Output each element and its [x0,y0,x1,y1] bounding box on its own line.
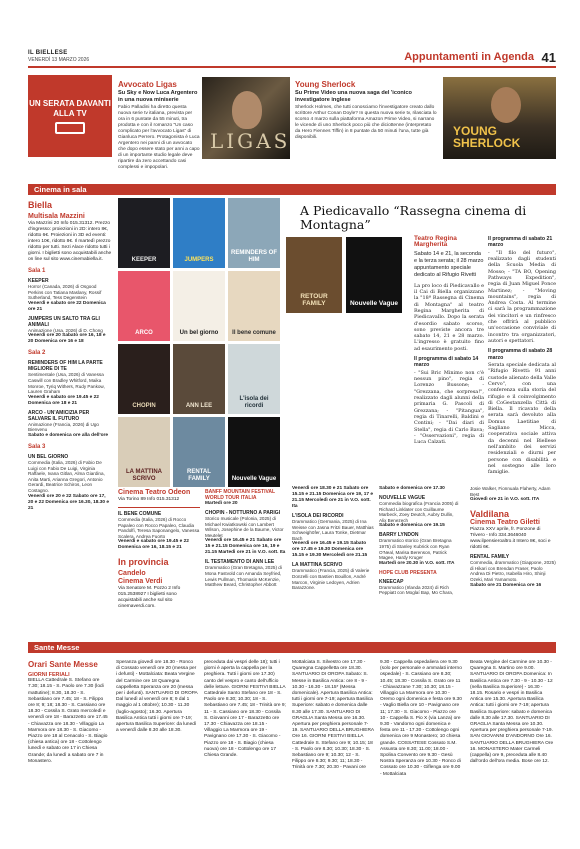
movie-title: KNEECAP [379,578,404,585]
messe-section-band: Sante Messe [28,642,556,653]
movie-poster [173,344,225,414]
article-headline: A Piedicavallo “Rassegna cinema di Montagna” [300,203,527,232]
movie-desc: Commedia (Italia, 2026) di Rocco Papaleo con Rocco Papaleo, Claudia Pandolfi, Teresa Saponangelo, Vanessa Scalera, Andrea Fuorto [118,517,200,539]
mass-column-2 [116,660,198,734]
mass-text: Beata Vergine del Carmine ore 10.30 - Quaregna S. Martino ore 9.00. SANTUARIO DI OROPA Domenica: In Basilica Antica ore 7.30 - 9 - 10.30 - 12 (nella Basilica Superiore) - 16.30 - 18.15. Rosario e vespri in Basilica Antica ore 15.30. Apertura Basilica Antica: tutti i giorni ore 7-19; apertura Basilica Superiore: sabato e domenica dalle 8.30 alle 17.30. SANTUARIO DI GRAGLIA Santa Messa ore 10.30. Apertura per preghiera personale 7-19. SAN GIOVANNI D'ANDORNO Ore 16. SANTUARIO DELLA BRUGHIERA Ore 16. MONASTERO Mater Carmeli (cappella) ore 9, preceduta alle 8.40 dall'ordo dell'ora media. Bose ore 12. [470,660,554,765]
mass-column-6 [470,660,556,765]
feature-avvocato [118,80,200,171]
movie-desc: Horror (Canada, 2026) di Osgood Perkins con Tatiana Maslany, Rossif Sutherland, Tess Degenstein [28,284,102,301]
presenter-label: HOPE CLUB PRESENTA [379,569,437,576]
poster-title: Un bel giorno [179,329,219,336]
feature-body: Fabio Palladini ha diretto questa nuova serie tv italiana, prevista per ora in 6 puntate da 55 minuti, tra prodotta e con il romanzo "Un caso complicato per l'avvocato Ligas" di Gianluca Perrero. Protagonista è Luca Argentero nei panni di un avvocato che dopo essere stato per anni a capo di un importante studio legale deve ripartire da zero accettando casi complessi e impopolari. [118,105,200,170]
movie-title: ARCO - UN'AMICIZIA PER SALVARE IL FUTURO [28,409,90,422]
movie-entry [28,316,112,346]
movie-times: Sabato e domenica ore 17.30 [379,486,445,491]
movie-desc: Drammatico (Irlanda 2024) di Rich Peppiatt con Moglaí Bap, Mo Chara, [379,584,454,596]
venue-name: Multisala Mazzini [28,213,85,220]
movie-desc: Animazione (Francia, 2026) di Ugo Bienvenu [28,421,99,433]
poster-title: RETOUR FAMILY [300,293,328,307]
mass-column-4 [292,660,374,772]
tv-icon [55,122,85,134]
movie-poster [173,198,225,268]
movie-desc: Drammatico storico (Gran Bretagna 1975) di Stanley Kubrick con Ryan O'Neal, Marisa Berenson, Patrick Magee, Hardy Kruger [379,538,452,561]
movie-entry [379,532,461,566]
venue-name: Cinema Teatro Odeon [118,489,191,496]
movie-title: BANFF MOUNTAIN FESTIVAL WORLD TOUR ITALIA [205,489,275,501]
venue-address: Via Senatore M. Pozzo 2 Info 015.2538927 I biglietti sono acquistabili anche sul sito cinemaverdi.com. [118,586,181,610]
program-heading: Il programma di sabato 28 marzo [488,348,553,361]
movie-times: Sabato e domenica ore 19.15 [379,523,445,529]
mass-text: Speranza giovedì ore 18.30 - Ronco di Cossato venerdì ore 20 (messa per i defunti) - Mottalciata: Beata Vergine del Carmine ore 18 Quaregna cappelletta Speranza ore 20 (messa per i defunti). SANTUARIO DI OROPA Dal lunedì al venerdì ore 8; 9 dal 1 maggio al 1 ottobre); 10.30 - 11.30 (luglio-agosto); 16.30. Apertura Basilica Antica tutti i giorni ore 7-19; apertura Basilica Superiore: da lunedì a venerdì dalle 8.30 alle 18.30. [116,660,198,734]
tv-banner-text: UN SERATA DAVANTI ALLA TV [29,99,111,118]
poster-title: Nouvelle Vague [349,300,399,307]
movie-times: Venerdì e sabato ore 22 Domenica ore 21 [28,300,106,312]
feature-title: Avvocato Ligas [118,80,177,89]
movie-times: Sabato e domenica ore alla dell'ore [28,432,109,438]
section-title: Appuntamenti in Agenda [404,51,534,63]
venue-address: Via Mazzini 20 Info 015.31312. Prezzo d'ingresso: proiezioni in 2D: intero 8€, ridotto 6€. Proiezioni in 3D ed eventi: intero 10€, ridotto 8€. Il martedì prezzo ridotto per tutti. Sezi Alace ridotto tutti i giorni. I biglietti sono acquistabili anche on line sul sito www.cinemabiella.it. [28,221,112,262]
town-name: Valdilana [470,509,510,520]
movie-desc: Storico musicale (Polonia, 2025) di Michael Kwiatkowski con Lambert Wilson, Josephine de la Baume, Victor Meutelet [205,516,284,538]
movie-entry [28,278,112,313]
movie-desc: Commedia biografica (Francia 2005) di Richard Linklater con Guillaume Marbeck, Zoey Deutch, Aubry Dullin, Alix Benezech [379,501,459,523]
movie-entry [28,454,112,512]
sherlock-logo: YOUNG SHERLOCK [453,124,521,150]
poster-title: L'isola dei ricordi [239,396,269,409]
feature-subtitle: Su Sky e Now Luca Argentero in una nuova miniserie [118,90,198,103]
movie-entry [28,360,112,406]
movie-desc: Commedia (Italia, 2026) di Fabio De Luigi con Fabio De Luigi, Virginia Raffaele, Ivana Gitlan, Alma Giardina, Anita Marti, Arianna Gregori, Antonio Gerardi, Beatrice Schiros, Leon Costagno. [28,459,105,493]
article-column-2 [488,236,556,475]
article-poster-2 [346,237,402,313]
movie-entry [292,513,374,559]
movie-title: LA MATTINA SCRIVO [292,562,343,569]
movie-title: JUMPERS UN SALTO TRA GLI ANIMALI [28,315,100,328]
poster-title: ARCO [135,329,153,336]
hall-label: Sala 3 [28,443,46,450]
movie-desc: Josie Walker, Fionnuala Flaherty, Adam Best [470,486,551,497]
movie-poster [118,344,170,414]
movie-entry [205,510,287,556]
movie-times: Giovedì ore 21 in V.O. sott. ITA [470,497,540,503]
movie-times: Venerdì e sabato ore 19.45 e 22 Domenica ore 18 e 21 [28,394,99,406]
movie-poster [228,417,280,487]
article-poster-1 [286,237,342,313]
venue-name: Cinema Teatro Giletti [470,519,540,527]
movie-entry [470,554,556,588]
tv-banner [28,75,112,157]
ligas-logo: LIGAS [210,129,290,153]
movie-desc: Commedia, drammatico (Giappone, 2025) di Hikari con Brendan Fraser, Paolo Andrea Di Pietro, Isabella Hiro, Shinji Ozeki, Mari Yamamoto. [470,560,556,582]
mass-text: preceduta dai vespri delle 18); tutti i giorni è aperta la cappella per la preghiera. Tutti i giorni ore 17.30) canto del vespro e canto dell'ufficio delle letture. GIORNI FESTIVI BIELLA Cattedrale Santo Stefano ore 18 - S. Paolo ore 8.30; 10.30; 18 - S. Sebastiano ore 7.45; 18 - Trinità ore 9; 11 - S. Cassiano ore 18.30 - Cossila S. Giovanni ore 17 - Barazzetto ore 17.30 - Chiavazza ore 18.15 - Villaggio La Marmora ore 19 - Pavignano ore 17.30 - S. Giacomo - Piazzo ore 18 - S. Biagio (chiesa nuova) ore 18 - Cottolengo ore 17 Chiesa Grande. [204,660,286,759]
movie-poster [118,417,170,487]
movie-times: Venerdì ore 20 e 22 Sabato ore 17, 20 e 22 Domenica ore 16.30, 18.30 e 21 [28,493,110,511]
movie-title: REMINDERS OF HIM LA PARTE MIGLIORE DI TE [28,360,103,373]
movie-poster [228,344,280,414]
feature-body: Sherlock Holmes, che tutti conosciamo l'investigatore creato dallo scrittore Arthur Conan Doyle? In questa nuova serie tv, rilasciata lo scorso 4 marzo sulla piattaforma Amazon Prime Video, si narrano le vicende di uno Sherlock poco più che diciottenne (interpretato da Hero Fiennes Tiffin) in 8 puntate da 50 minuti l'una, tutte già disponibili. [295,105,437,140]
mass-subheading: GIORNI FERIALI [28,672,70,678]
movie-poster [228,198,280,268]
movie-entry [118,511,200,551]
movie-title: NOUVELLE VAGUE [379,495,426,501]
movie-entry [205,489,287,507]
poster-title: REMINDERS OF HIM [231,250,278,263]
cinema-column-4 [292,486,374,591]
movie-title: UN BEL GIORNO [28,453,69,460]
movie-desc: Animazione (Usa, 2026) di D. Chong [28,327,103,333]
poster-title: LA MATTINA SCRIVO [126,469,162,482]
program-body: Serata speciale dedicata al "Rifugio Rivetti: 91 anni custode alienato della Valle Cervo", con una conferenza sulla storia del rifugio e il coinvolgimento di CoGestanzella Città di Biella. Il ricavato della serata sarà devoluto alla Domus Laetitiae di Sagliano Micca, cooperativa sociale attiva da decenni nel Biellese nell'ambito dei servizi residenziali e diurni per persone con disabilità e nel sostegno alle loro famiglie. [488,362,557,476]
movie-times: Venerdì ore 16.45 e 19.15 Sabato ore 17.45 e 19.30 Domenica ore 15.15 e 19.30 Mercoledì ore 21.15 [292,541,368,559]
movie-desc: Drammatico (Germania, 2025) di Ina Weisse con Jasna Fritzi Bauer, Matthias Schweighöfer, Laura Tonke, Dietmar Bach [292,519,374,541]
hall-label: Sala 2 [28,350,46,357]
venue-address: Via Torino 89 Info 015.31312 [118,497,180,502]
page-number: 41 [541,50,556,65]
mass-column-5 [380,660,462,778]
poster-title: Nouvelle Vague [231,475,277,482]
program-body: - "Sui Bric Minimo non c'è nessun pino", regia di Lorenzo Bussone; - "Grezzana, che sorpresa!", realizzato dagli alunni della primaria G. Pascoli di Grezzana; - "Pitangua", regia di Tinarelli, Baldini e Contini; - "Dai diari di Stella", regia di Carlo Bava; - "Osservazioni", regia di Luca Calzati. [414,369,484,446]
movie-desc: Drammatico (Gran Bretagna, 2025) di Mona Fastvold con Amanda Seyfried, Lewis Pullman, Thomasin McKenzie, Matthew Beard, Christopher Abbott [205,565,282,588]
venue-address: Piazza XXV aprile, fr. Ponzone di Trivero - Info 334.3646040 www.ilpensieroaltro.it Intero 8€, soci e ridotti 6€. [470,527,551,551]
mass-title: Orari Sante Messe [28,660,98,669]
movie-title: L'ISOLA DEI RICORDI [292,513,344,519]
movie-times: Sabato ore 21 Domenica ore 16 [470,582,542,588]
article-piedicavallo [300,204,556,232]
movie-times: Venerdì ore 18.30 e 21 Sabato ore 15.15 e 21.15 Domenica ore 19, 17 e 21.15 Mercoledì ore 21 in V.O. sott. Ita [292,486,374,509]
movie-times: Venerdì e sabato ore 19.45 e 22 Domenica ore 16, 18.15 e 21 [118,539,189,551]
divider [118,507,200,508]
article-lead: Sabato 14 e 21, la seconda e la terza serata; il 28 marzo appuntamento speciale dedicato al Rifugio Rivetti [414,250,484,278]
movie-title: KEEPER [28,278,49,284]
page-header [28,50,556,68]
cinema-column-2 [118,486,200,610]
movie-poster [228,271,280,341]
movie-poster [118,198,170,268]
program-heading: Il programma di sabato 14 marzo [414,356,479,369]
cinema-column-3 [205,486,287,588]
movie-poster [118,271,170,341]
feature-subtitle: Su Prime Video una nuova saga del 'iconico investigatore inglese [295,90,412,103]
mass-text: 9.30 - Cappella ospedaliera ore 9.30 (solo per personale e ammalati interno ospedale) - S. Cassiano ore 8.30; 10.45; 18.30 - Cossila S. Grato ore 11 - Chiavazzane 7.30; 10.30; 18.15 - Villaggio La Marmora ore 10.30 - Oremo ogni domenica e festa ore 9.30 - Vaglio Biella ore 10 - Pavignano ore 11; 17.30 - S. Giacomo - Piazzo ore 10 - Cappella S. Pio X (via Lanza) ore 9.30 - Vandorno ogni domenica e festa ore 11 - 17.30 - Cottolengo ogni domenica ore 9 Monastero; 10 chiesa grande. COSSATESE Cossato S.M. Assunta ore 8.30; 11.00; 18.00 - Spolina Convento ore 9.30 - Gesù Nostra Speranza ore 10.30 - Ronco di Cossato ore 10.30 - Giflenga ore 9.00 - Mottalciata [380,660,462,777]
movie-title: RENTAL FAMILY [470,554,510,561]
cinema-column-6 [470,486,556,589]
actor-portrait [491,87,521,123]
movie-poster [173,417,225,487]
poster-title: RENTAL FAMILY [187,469,211,482]
actor-portrait [232,91,262,129]
mass-text: Mottalciata S. Silvestro ore 17.30 - Quaregna Cappelletta ore 18.30. SANTUARIO DI OROPA Sabato: S. Messe in Basilica Antica: ore 8 - 9 - 10.30 - 16.30 - 18.15* (Messa domenicale). Apertura Basilica Antica: tutti i giorni ore 7-19; apertura Basilica Superiore: sabato e domenica dalle 8.30 alle 17.30. SANTUARIO DI GRAGLIA Santa Messa ore 16.30. Apertura per preghiera personale 7-19. SANTUARIO DELLA BRUGHIERA Ore 16. GIORNI FESTIVI BIELLA Cattedrale S. Stefano ore 9; 10.15; 18 - S. Paolo ore 8.30; 10.30; 18.30 - S. Sebastiano ore 9; 10.30; 12 - S. Filippo ore 8.30; 9.30; 11; 18.30 - Trinità ore 7.30; 20.30 - Pavani ore [292,660,374,771]
town-name: Candelo [118,570,146,578]
mass-column-1 [28,660,110,765]
movie-entry [28,410,112,439]
movie-times: Martedì ore 20 [205,501,238,506]
movie-times: Martedì ore 20.30 in V.O. sott. ITA [379,560,455,566]
town-name: Biella [28,200,53,210]
hall-label: Sala 1 [28,268,46,274]
movie-times: Venerdì ore 16.45 e 21 Sabato ore 15 e 21.15 Domenica ore 16, 19 e 21.15 Martedì ore 21 in V.O. sott. Ita [205,538,286,556]
program-heading: Il programma di sabato 21 marzo [488,236,553,249]
poster-title: ANN LEE [185,402,213,409]
movie-desc: Sentimentale (Usa, 2026) di Vanessa Caswill con Bradley Whitford, Maika Monroe, Tyriq Withers, Rudy Pankow, Lauren Graham [28,372,105,395]
movie-entry [379,579,461,596]
poster-title: Il bene comune [232,329,276,336]
movie-times: Venerdì ore 20 Sabato ore 16, 18 e 20 Domenica ore 16 e 18 [28,333,106,345]
movie-title: IL BENE COMUNE [118,511,162,517]
sherlock-poster-image [443,77,556,159]
poster-title: CHOPIN [132,402,156,409]
movie-entry [205,559,287,587]
movie-entry [379,495,461,529]
mass-text: BIELLA Cattedrale S. Stefano ore 7.30; 18.15 - S. Paolo ore 7.30 (lodi mattutine); 8.30, 18.30 - S. Sebastiano ore 7.45; 18 - S. Filippo ore 8; 9; 18; 18.30 - S. Cassiano ore 18.30 - Cossila S. Grato mercoledì e venerdì ore 18 - Barazzetto ore 17.45 - Chiavazza ore 18.30 - Villaggio La Marmora ore 18.30 - S. Giacomo - Piazzo ore 18 al Cenacolo - S. Biagio (chiesa antica) ore 18 - Cottolengo lunedì e sabato ore 17 in Chiesa Grande; da lunedì a sabato ore 7 in Monastero. [28,678,108,764]
feature-title: Young Sherlock [295,80,356,89]
movie-title: IL TESTAMENTO DI ANN LEE [205,559,275,566]
movie-desc: Drammatico (Francia, 2025) di Valerie Donzelli con Bastien Bouillon, André Marcon, Virginie Ledoyen, Adrien Barazzone. [292,568,370,591]
program-body: - "Il filo del futuro", realizzato dagli studenti della Scuola Media di Mosso; - "TA BO, Opening Pathways Expedition", regia di Juan Miguel Ponce Martinez; - "Moving mountains", regia di Andrea Costa. Al termine ci sarà la programmazione dei vincitori e un rinfresco che offrirà al pubblico un'occasione conviviale di incontro tra organizzatori, autori e spettatori. [488,249,556,344]
article-subhead: Teatro Regina Margherita [414,235,457,249]
article-column-1 [414,236,484,445]
issue-date: VENERDÌ 13 MARZO 2026 [28,57,90,63]
publication-name: IL BIELLESE [28,50,68,56]
movie-poster [173,271,225,341]
poster-title: KEEPER [131,256,157,263]
movie-title: CHOPIN - NOTTURNO A PARIGI [205,510,281,516]
feature-sherlock [295,80,437,141]
venue-name: Cinema Verdi [118,578,163,586]
cinema-column-5 [379,486,461,596]
ligas-poster-image [202,77,290,159]
cinema-section-band: Cinema in sala [28,184,556,195]
article-body: La pro loco di Piedicavallo e il Cai di Biella organizzano la "18ª Rassegna di Cinema di Montagna" al teatro Regina Margherita di Piedicavallo. Dopo la serata d'esordio sabato scorso, sono previste ancora tre sabato 14, 21 e 28 marzo. L'ingresso è gratuito fino ad esaurimento posti. [414,282,484,352]
movie-title: BARRY LYNDON [379,532,419,539]
mass-column-3 [204,660,286,759]
poster-title: JUMPERS [184,256,214,263]
movie-entry [292,562,374,590]
cinema-column-1 [28,200,112,512]
section-heading: In provincia [118,557,169,568]
